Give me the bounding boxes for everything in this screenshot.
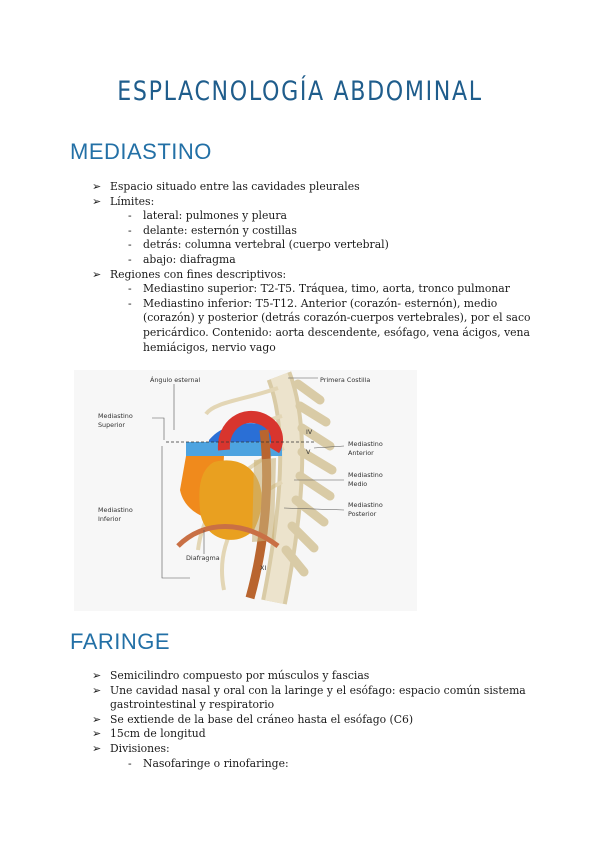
arrow-bullet-icon: ➢ — [92, 727, 102, 741]
list-item: ➢ Une cavidad nasal y oral con la laringe y el esófago: espacio común sistema gastrointestinal y respiratorio — [92, 683, 526, 712]
dash-bullet-icon: - — [128, 252, 132, 266]
label-superior-2: Superior — [98, 421, 126, 429]
arrow-bullet-icon: ➢ — [92, 741, 102, 755]
sub-list-item: - detrás: columna vertebral (cuerpo vertebral) — [128, 238, 389, 252]
label-medio-1: Mediastino — [348, 471, 383, 479]
arrow-bullet-icon: ➢ — [92, 180, 102, 193]
dash-bullet-icon: - — [128, 223, 132, 237]
list-item: ➢ Espacio situado entre las cavidades pleurales — [92, 180, 360, 193]
arrow-bullet-icon: ➢ — [92, 712, 102, 726]
label-posterior-2: Posterior — [348, 510, 377, 518]
posterior-region-shape — [252, 458, 276, 542]
page-title: ESPLACNOLOGÍA ABDOMINAL — [117, 76, 483, 107]
faringe-list — [92, 669, 542, 771]
label-anterior-1: Mediastino — [348, 440, 383, 448]
label-diafragma: Diafragma — [186, 554, 220, 562]
label-posterior-1: Mediastino — [348, 501, 383, 509]
label-iv: IV — [306, 428, 313, 436]
list-item: ➢ Regiones con fines descriptivos: - Mediastino superior: T2-T5. Tráquea, timo, aorta, tronco pulmonar - Mediastino inferior: T5-T12. Anterior (corazón- esternón), medio (corazón) y posterior (detrás corazón-cuerpos vertebrales), por el saco pericárdico. Contenido: aorta descendente, esófago, vena ácigos, vena hemiácigos, nervio vago — [92, 268, 542, 356]
list-item: ➢ Semicilindro compuesto por músculos y fascias — [92, 669, 370, 682]
list-item: ➢ Límites: - lateral: pulmones y pleura - delante: esternón y costillas - detrás: columna vertebral (cuerpo vertebral) - abajo: diafragma — [92, 195, 542, 268]
arrow-bullet-icon: ➢ — [92, 683, 102, 697]
mediastinum-diagram — [74, 370, 417, 611]
label-v: V — [306, 448, 311, 456]
label-inferior-1: Mediastino — [98, 506, 133, 514]
mediastinum-illustration — [74, 370, 417, 611]
dash-bullet-icon: - — [128, 209, 132, 223]
dash-bullet-icon: - — [128, 296, 132, 310]
arrow-bullet-icon: ➢ — [92, 267, 102, 281]
label-superior-1: Mediastino — [98, 412, 133, 420]
arrow-bullet-icon: ➢ — [92, 194, 102, 208]
section-heading-faringe: FARINGE — [70, 629, 171, 654]
list-item: ➢ Se extiende de la base del cráneo hasta el esófago (C6) — [92, 712, 414, 726]
label-xi: XI — [260, 564, 267, 572]
sub-list-item: - Nasofaringe o rinofaringe: — [128, 756, 289, 770]
dash-bullet-icon: - — [128, 238, 132, 252]
arrow-bullet-icon: ➢ — [92, 669, 102, 682]
list-item: ➢ Divisiones: - Nasofaringe o rinofaringe: — [92, 742, 542, 771]
sub-list-item: - Mediastino inferior: T5-T12. Anterior (corazón- esternón), medio (corazón) y posterior (detrás corazón-cuerpos vertebrales), por el saco pericárdico. Contenido: aorta descendente, esófago, vena ácigos, vena hemiácigos, nervio vago — [128, 296, 531, 354]
mediastino-list — [92, 180, 542, 355]
dash-bullet-icon: - — [128, 756, 132, 770]
label-anterior-2: Anterior — [348, 449, 374, 457]
label-angulo: Ángulo esternal — [150, 376, 201, 384]
label-inferior-2: Inferior — [98, 515, 122, 523]
sub-list-item: - lateral: pulmones y pleura — [128, 209, 287, 223]
list-item: ➢ 15cm de longitud — [92, 727, 206, 741]
spine-shape — [274, 376, 332, 602]
section-heading-mediastino: MEDIASTINO — [70, 139, 212, 164]
label-medio-2: Medio — [348, 480, 368, 488]
sub-list-item: - delante: esternón y costillas — [128, 223, 297, 237]
label-primera-costilla: Primera Costilla — [320, 376, 371, 384]
sub-list-item: - abajo: diafragma — [128, 252, 236, 266]
dash-bullet-icon: - — [128, 282, 132, 296]
sub-list-item: - Mediastino superior: T2-T5. Tráquea, timo, aorta, tronco pulmonar — [128, 282, 510, 296]
